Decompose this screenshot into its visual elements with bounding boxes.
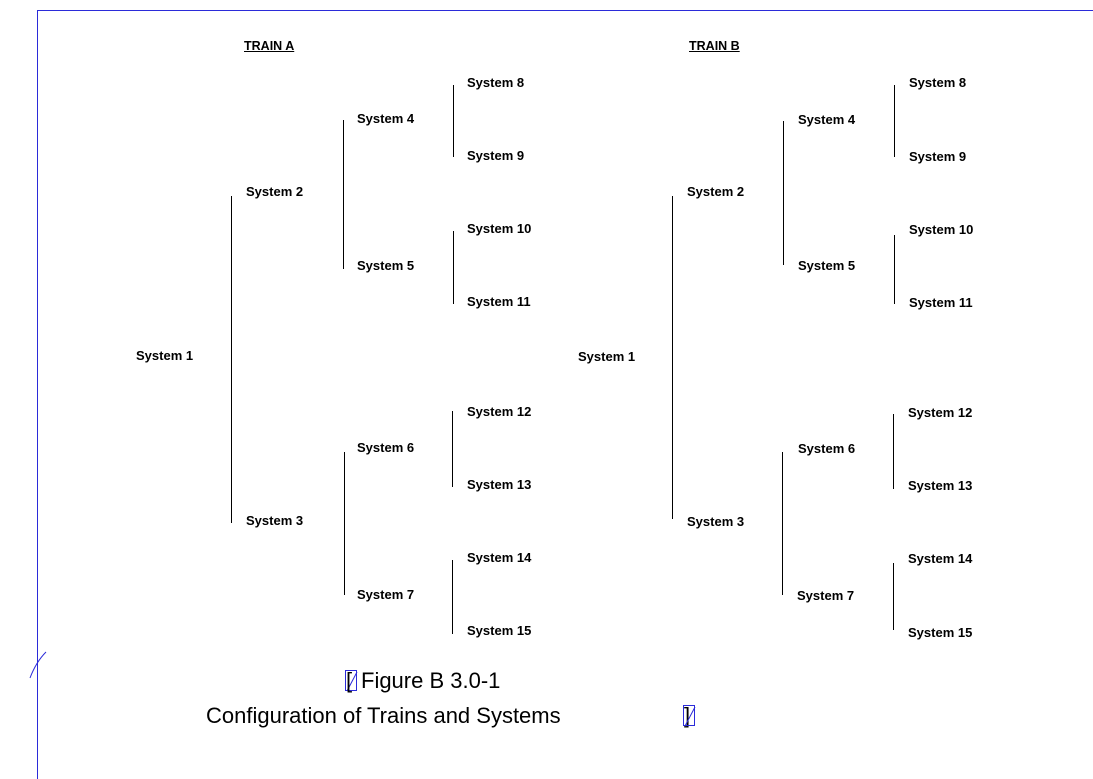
train-b-system-4: System 4 [798, 112, 856, 127]
train-a-system-5: System 5 [357, 258, 415, 273]
train-a-system-12: System 12 [467, 404, 532, 419]
train-b-branch-line-system-2 [783, 121, 784, 265]
train-a-system-6: System 6 [357, 440, 415, 455]
train-a-system-3: System 3 [246, 513, 304, 528]
train-a-system-2: System 2 [246, 184, 304, 199]
train-a-branch-line-system-2 [343, 120, 344, 269]
train-a-system-7: System 7 [357, 587, 415, 602]
train-b-system-8: System 8 [909, 75, 967, 90]
frame-arc-mark [28, 650, 48, 710]
train-b-branch-line-system-6 [893, 414, 894, 489]
train-b-system-13: System 13 [908, 478, 973, 493]
train-a-system-11: System 11 [467, 294, 531, 309]
train-b-branch-line-system-7 [893, 563, 894, 630]
train-b-system-1: System 1 [578, 349, 636, 364]
train-a-branch-line-system-6 [452, 411, 453, 487]
train-b-system-7: System 7 [797, 588, 855, 603]
train-a-system-10: System 10 [467, 221, 532, 236]
train-a-system-8: System 8 [467, 75, 525, 90]
figure-bracket-close: ] [684, 703, 691, 728]
train-a-branch-line-system-7 [452, 560, 453, 634]
figure-bracket-open: [ [346, 668, 353, 693]
train-a-title: TRAIN A [244, 39, 295, 53]
train-a-system-13: System 13 [467, 477, 532, 492]
train-b-branch-line-system-4 [894, 85, 895, 157]
train-b-system-2: System 2 [687, 184, 745, 199]
train-b-system-14: System 14 [908, 551, 973, 566]
train-b-system-10: System 10 [909, 222, 974, 237]
train-b-branch-line-system-5 [894, 235, 895, 304]
train-a-branch-line-system-5 [453, 231, 454, 304]
train-a-system-14: System 14 [467, 550, 532, 565]
train-b-system-9: System 9 [909, 149, 967, 164]
train-b-system-11: System 11 [909, 295, 973, 310]
train-b-system-15: System 15 [908, 625, 973, 640]
train-b-system-5: System 5 [798, 258, 856, 273]
train-b-system-6: System 6 [798, 441, 856, 456]
train-a-branch-line-system-3 [344, 452, 345, 595]
train-b-branch-line-level-1 [672, 196, 673, 519]
frame-top-border [37, 10, 1093, 11]
train-b-title: TRAIN B [689, 39, 740, 53]
train-b-system-3: System 3 [687, 514, 745, 529]
train-a-branch-line-level-1 [231, 196, 232, 523]
figure-title: Configuration of Trains and Systems [206, 703, 561, 728]
train-a-system-4: System 4 [357, 111, 415, 126]
train-b-branch-line-system-3 [782, 452, 783, 595]
train-a-system-15: System 15 [467, 623, 532, 638]
train-a-branch-line-system-4 [453, 85, 454, 157]
figure-number: Figure B 3.0-1 [361, 668, 501, 693]
train-a-system-1: System 1 [136, 348, 194, 363]
revision-marker-close [683, 705, 695, 726]
train-a-system-9: System 9 [467, 148, 525, 163]
train-b-system-12: System 12 [908, 405, 973, 420]
